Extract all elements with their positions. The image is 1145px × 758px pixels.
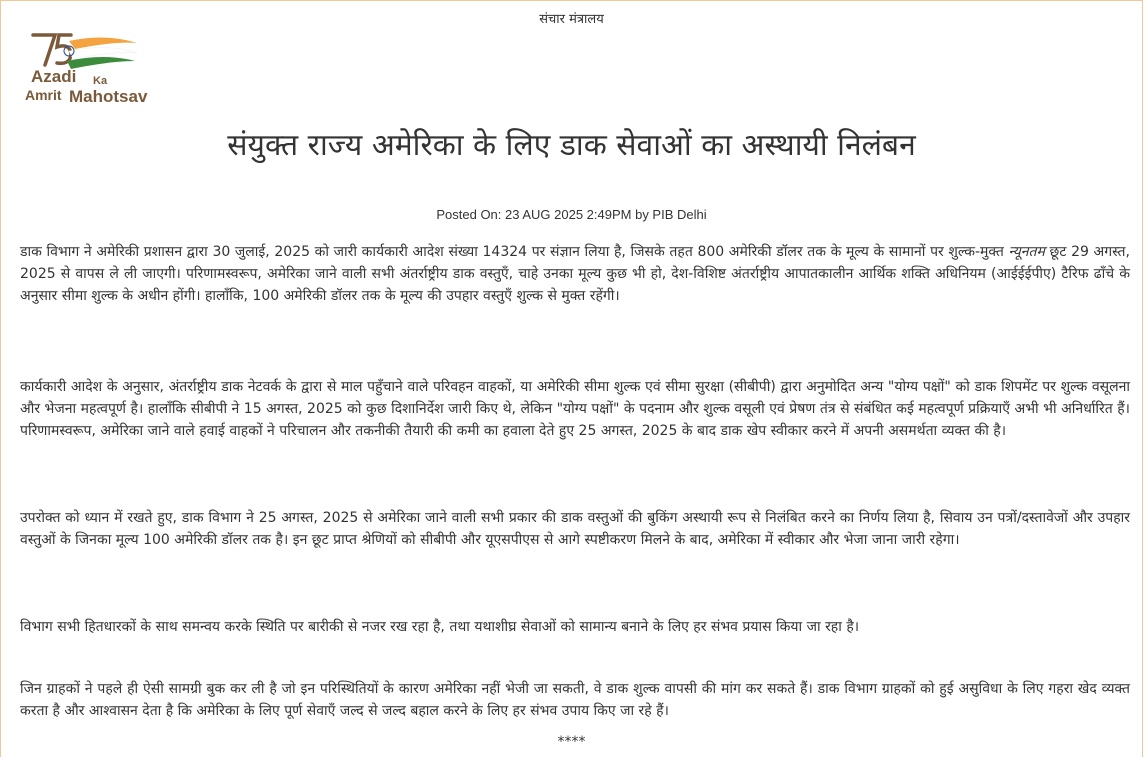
page-title: संयुक्त राज्य अमेरिका के लिए डाक सेवाओं का अस्थायी निलंबन xyxy=(227,128,916,163)
paragraph-3: उपरोक्त को ध्यान में रखते हुए, डाक विभाग ने 25 अगस्त, 2025 से अमेरिका जाने वाली सभी प्रकार की डाक वस्तुओं की बुकिंग अस्थायी रूप से निलंबित करने का निर्णय लिया है, सिवाय उन पत्रों/दस्तावेजों और उपहार वस्तुओं के जिनका मूल्य 100 अमेरिकी डॉलर तक है। इन छूट प्राप्त श्रेणियों को सीबीपी और यूएसपीएस से आगे स्पष्टीकरण मिलने के बाद, अमेरिका में स्वीकार और भेजा जाना जारी रहेगा। xyxy=(20,510,1130,548)
posted-on: Posted On: 23 AUG 2025 2:49PM by PIB Delhi xyxy=(436,207,707,222)
ministry-name: संचार मंत्रालय xyxy=(539,12,604,27)
end-marker: **** xyxy=(557,734,586,750)
logo-text-azadi: Azadi xyxy=(31,67,77,86)
paragraph-5: जिन ग्राहकों ने पहले ही ऐसी सामग्री बुक कर ली है जो इन परिस्थितियों के कारण अमेरिका नहीं भेजी जा सकती, वे डाक शुल्क वापसी की मांग कर सकते हैं। डाक विभाग ग्राहकों को हुई असुविधा के लिए गहरा खेद व्यक्त करता है और आश्वासन देता है कि अमेरिका के लिए पूर्ण सेवाएँ जल्द से जल्द बहाल करने के लिए हर संभव उपाय किए जा रहे हैं। xyxy=(20,681,1130,719)
logo-text-mahotsav: Mahotsav xyxy=(69,87,148,106)
logo-text-ka: Ka xyxy=(93,75,108,87)
paragraph-1 xyxy=(20,241,1130,307)
paragraph-1-part-a: डाक विभाग ने अमेरिकी प्रशासन द्वारा 30 जुलाई, 2025 को जारी कार्यकारी आदेश संख्या 14324 पर संज्ञान लिया है, जिसके तहत 800 अमेरिकी डॉलर तक के मूल्य के सामानों पर शुल्क-मुक्त xyxy=(20,244,1009,260)
azadi-ka-amrit-mahotsav-logo xyxy=(25,31,175,111)
paragraph-4: विभाग सभी हितधारकों के साथ समन्वय करके स्थिति पर बारीकी से नजर रख रहा है, तथा यथाशीघ्र सेवाओं को सामान्य बनाने के लिए हर संभव प्रयास किया जा रहा है। xyxy=(20,619,860,635)
paragraph-1-emphasis: न्यूनतम xyxy=(1008,244,1045,260)
logo-text-amrit: Amrit xyxy=(25,87,62,103)
paragraph-1-part-b: छूट 29 अगस्त, 2025 से वापस ले ली जाएगी। परिणामस्वरूप, अमेरिका जाने वाली सभी अंतर्राष्ट्रीय डाक वस्तुएँ, चाहे उनका मूल्य कुछ भी हो, देश-विशिष्ट अंतर्राष्ट्रीय आपातकालीन आर्थिक शक्ति अधिनियम (आईईईपीए) टैरिफ ढाँचे के अनुसार सीमा शुल्क के अधीन होंगी। हालाँकि, 100 अमेरिकी डॉलर तक के मूल्य की उपहार वस्तुएँ शुल्क से मुक्त रहेंगी। xyxy=(20,244,1130,304)
paragraph-2: कार्यकारी आदेश के अनुसार, अंतर्राष्ट्रीय डाक नेटवर्क के द्वारा से माल पहुँचाने वाले परिवहन वाहकों, या अमेरिकी सीमा शुल्क एवं सीमा सुरक्षा (सीबीपी) द्वारा अनुमोदित अन्य "योग्य पक्षों" को डाक शिपमेंट पर शुल्क वसूलना और भेजना महत्वपूर्ण है। हालाँकि सीबीपी ने 15 अगस्त, 2025 को कुछ दिशानिर्देश जारी किए थे, लेकिन "योग्य पक्षों" के पदनाम और शुल्क वसूली एवं प्रेषण तंत्र से संबंधित कई महत्वपूर्ण प्रक्रियाएँ अभी भी अनिर्धारित हैं। परिणामस्वरूप, अमेरिका जाने वाले हवाई वाहकों ने परिचालन और तकनीकी तैयारी की कमी का हवाला देते हुए 25 अगस्त, 2025 के बाद डाक खेप स्वीकार करने में अपनी असमर्थता व्यक्त की है। xyxy=(20,379,1130,439)
